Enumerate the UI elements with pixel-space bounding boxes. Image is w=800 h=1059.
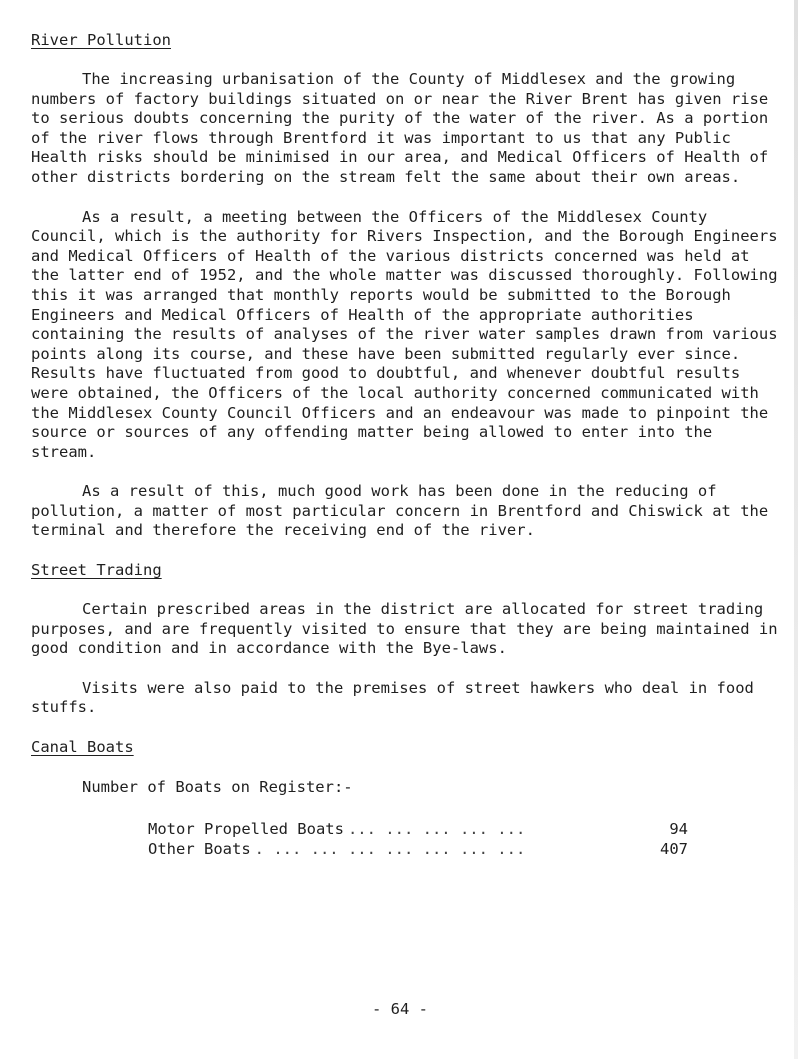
river-pollution-section [31,30,779,541]
street-trading-paragraph-1: Certain prescribed areas in the district are allocated for street trading purposes, and are frequently visited to ensure that they are being maintained in good condition and in accordance with the Bye-laws. [31,600,778,658]
boat-row-value: 94 [669,820,688,839]
leader-dots: . ... ... ... ... ... ... ... [254,840,526,859]
street-trading-heading: Street Trading [31,561,162,580]
river-pollution-heading: River Pollution [31,31,171,49]
boat-row-motor-propelled [148,819,688,839]
boat-row-label: Motor Propelled Boats [148,820,344,839]
canal-boats-heading: Canal Boats [31,738,134,757]
river-pollution-paragraph-1: The increasing urbanisation of the County of Middlesex and the growing numbers of factory buildings situated on or near the River Brent has given rise to serious doubts concerning the purity of the water of the river. As a portion of the river flows through Brentford it was important to us that any Public Health risks should be minimised in our area, and Medical Officers of Health of other districts bordering on the stream felt the same about their own areas. [31,70,769,186]
boat-row-value: 407 [660,840,688,859]
page-edge-shadow [794,0,798,1059]
street-trading-paragraph-2: Visits were also paid to the premises of street hawkers who deal in food stuffs. [31,678,754,717]
street-trading-section [31,560,779,718]
boats-register-intro: Number of Boats on Register:- [82,778,353,797]
river-pollution-paragraph-3: As a result of this, much good work has been done in the reducing of pollution, a matter of most particular concern in Brentford and Chiswick at the terminal and therefore the receiving end of the river. [31,482,769,540]
river-pollution-paragraph-2: As a result, a meeting between the Officers of the Middlesex County Council, which is the authority for Rivers Inspection, and the Borough Engineers and Medical Officers of Health of the various districts concerned was held at the latter end of 1952, and the whole matter was discussed thoroughly. Following this it was arranged that monthly reports would be submitted to the Borough Engineers and Medical Officers of Health of the appropriate authorities containing the results of analyses of the river water samples drawn from various points along its course, and these have been submitted regularly ever since. Results have fluctuated from good to doubtful, and whenever doubtful results were obtained, the Officers of the local authority concerned communicated with the Middlesex County Council Officers and an endeavour was made to pinpoint the source or sources of any offending matter being allowed to enter into the stream. [31,207,778,461]
document-page [31,30,779,878]
page-number: - 64 - [372,1000,428,1018]
boat-row-other [148,839,688,859]
boat-row-label: Other Boats [148,840,251,859]
canal-boats-section [31,737,779,859]
leader-dots: ... ... ... ... ... [347,820,526,839]
